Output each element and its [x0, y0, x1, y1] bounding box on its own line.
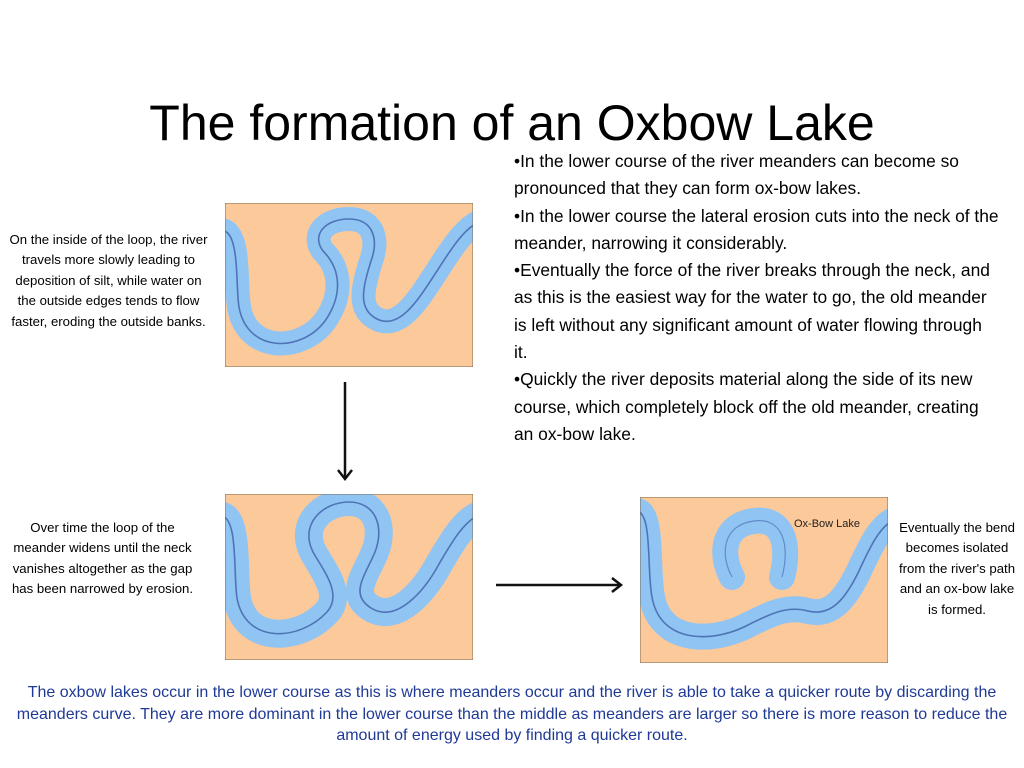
oxbow-lake-label: Ox-Bow Lake	[794, 518, 861, 530]
meander-diagram-stage-2	[225, 494, 473, 660]
summary-footer: The oxbow lakes occur in the lower course as this is where meanders occur and the river is able to take a quicker route by discarding the meanders curve. They are more dominant in the lower course than the middle as meanders are larger so there is more reason to reduce the amount of energy used by finding a quicker route.	[16, 684, 1008, 744]
arrow-right-icon	[494, 574, 626, 596]
bullet-item: •In the lower course the lateral erosion cuts into the neck of the meander, narrowing it considerably.	[514, 205, 999, 253]
page-title: The formation of an Oxbow Lake	[149, 94, 875, 151]
bullet-item: •In the lower course of the river meanders can become so pronounced that they can form ox-bow lakes.	[514, 151, 959, 199]
meander-diagram-stage-3	[640, 497, 888, 663]
stage-2-note: Over time the loop of the meander widens until the neck vanishes altogether as the gap has been narrowed by erosion.	[11, 520, 194, 597]
bullet-item: •Eventually the force of the river breaks through the neck, and as this is the easiest way for the water to go, the old meander is left without any significant amount of water flowing through it.	[514, 260, 990, 363]
arrow-down-icon	[334, 380, 356, 486]
bullet-item: •Quickly the river deposits material along the side of its new course, which completely block off the old meander, creating an ox-bow lake.	[514, 369, 979, 444]
stage-1-note: On the inside of the loop, the river travels more slowly leading to deposition of silt, while water on the outside edges tends to flow faster, eroding the outside banks.	[9, 232, 208, 329]
stage-3-note: Eventually the bend becomes isolated from the river's path and an ox-bow lake is formed.	[898, 520, 1016, 617]
explanation-bullets	[514, 148, 1000, 448]
meander-diagram-stage-1	[225, 203, 473, 367]
